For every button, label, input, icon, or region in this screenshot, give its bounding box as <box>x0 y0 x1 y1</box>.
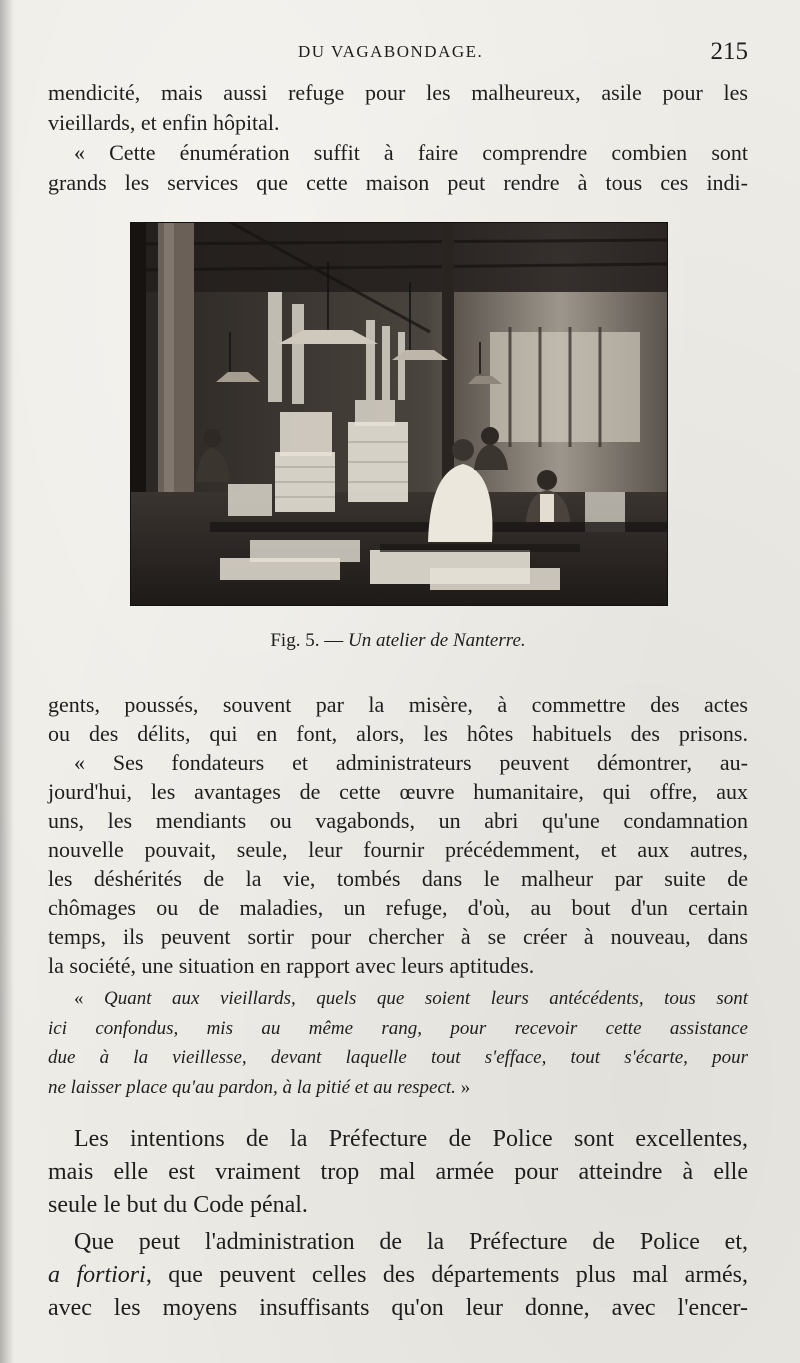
paragraph-administration <box>48 1226 748 1325</box>
text-line: Les intentions de la Préfecture de Police sont excellentes, <box>74 1126 748 1152</box>
text-line: gents, poussés, souvent par la misère, à commettre des actes <box>48 692 748 717</box>
text-line: les déshérités de la vie, tombés dans le malheur par suite de <box>48 866 748 891</box>
quote-text: Quant aux vieillards, quels que soient leurs antécédents, tous sont <box>104 988 749 1009</box>
paragraph-continued <box>48 78 748 198</box>
text-line: uns, les mendiants ou vagabonds, un abri qu'une condamnation <box>48 808 748 833</box>
figure-number: Fig. 5. — <box>270 630 348 651</box>
text-line: Que peut l'administration de la Préfecture de Police et, <box>74 1229 748 1255</box>
text-line: seule le but du Code pénal. <box>48 1192 308 1218</box>
line-rest: , que peuvent celles des départements plus mal armés, <box>145 1262 748 1288</box>
paragraph-elderly-quote <box>48 984 748 1102</box>
text-line: ici confondus, mis au même rang, pour recevoir cette assistance <box>48 1017 748 1039</box>
figure-caption <box>48 630 748 652</box>
text-line: jourd'hui, les avantages de cette œuvre humanitaire, qui offre, aux <box>48 779 748 804</box>
text-line: « Cette énumération suffit à faire comprendre combien sont <box>74 140 748 165</box>
text-line <box>48 984 748 1014</box>
text-line <box>48 1073 748 1103</box>
workshop-photo-illustration <box>130 222 668 606</box>
text-line: due à la vieillesse, devant laquelle tout s'efface, tout s'écarte, pour <box>48 1047 748 1068</box>
open-quote: « <box>74 988 105 1009</box>
text-line <box>48 1259 748 1292</box>
close-quote: » <box>455 1076 471 1098</box>
text-line: vieillards, et enfin hôpital. <box>48 110 280 135</box>
text-line: temps, ils peuvent sortir pour chercher à se créer à nouveau, dans <box>48 924 748 949</box>
text-line: mais elle est vraiment trop mal armée pour atteindre à elle <box>48 1159 748 1185</box>
page-number: 215 <box>710 38 748 65</box>
text-line: ou des délits, qui en font, alors, les hôtes habituels des prisons. <box>48 721 748 746</box>
paragraph-founders <box>48 690 748 980</box>
paragraph-prefecture <box>48 1123 748 1222</box>
italic-phrase: a fortiori <box>48 1262 146 1288</box>
workshop-photograph <box>130 222 668 606</box>
text-line: nouvelle pouvait, seule, leur fournir précédemment, et aux autres, <box>48 837 748 862</box>
page-gutter-shadow <box>0 0 14 1363</box>
text-line: la société, une situation en rapport avec leurs aptitudes. <box>48 953 535 978</box>
text-line: « Ses fondateurs et administrateurs peuvent démontrer, au- <box>74 750 748 775</box>
text-line: chômages ou de maladies, un refuge, d'où, au bout d'un certain <box>48 895 748 920</box>
text-line: avec les moyens insuffisants qu'on leur donne, avec l'encer- <box>48 1295 748 1321</box>
text-line: mendicité, mais aussi refuge pour les malheureux, asile pour les <box>48 80 748 105</box>
quote-text: ne laisser place qu'au pardon, à la pitié et au respect. <box>48 1076 456 1098</box>
text-line: grands les services que cette maison peut rendre à tous ces indi- <box>48 170 748 195</box>
page-header <box>48 38 748 70</box>
running-title: DU VAGABONDAGE. <box>298 42 484 61</box>
figure-title: Un atelier de Nanterre. <box>347 630 526 651</box>
